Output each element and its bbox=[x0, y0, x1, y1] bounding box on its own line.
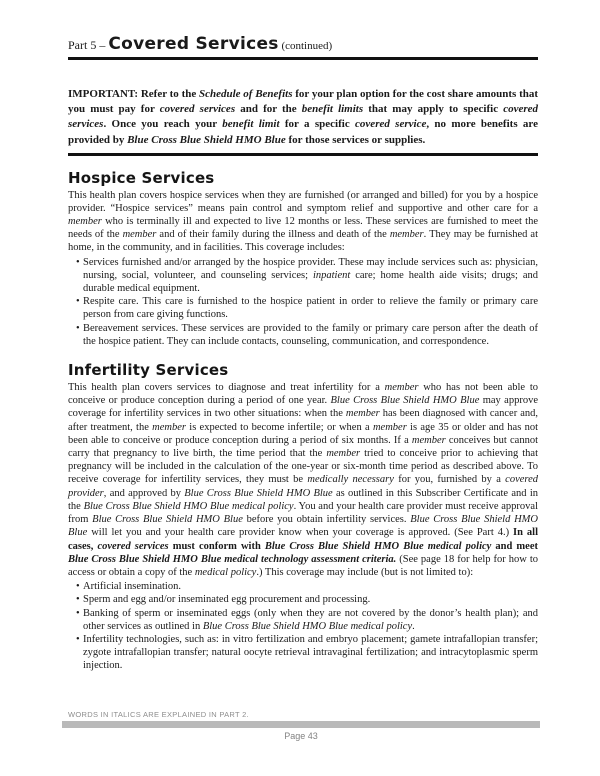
page-header bbox=[68, 34, 538, 54]
list-item bbox=[68, 322, 538, 348]
section-hospice-services bbox=[68, 169, 538, 348]
footer-bar bbox=[62, 721, 540, 728]
list-item bbox=[68, 593, 538, 606]
bullet-text: Banking of sperm or inseminated eggs (only when they are not covered by the donor’s health plan); and other services as outlined in Blue Cross Blue Shield HMO Blue medical policy. bbox=[83, 607, 538, 632]
bullet-text: Artificial insemination. bbox=[83, 581, 181, 593]
bullet-list bbox=[68, 580, 538, 672]
list-item bbox=[68, 633, 538, 673]
bullet-icon: • bbox=[76, 607, 80, 619]
notice-divider bbox=[68, 153, 538, 156]
bullet-icon: • bbox=[76, 594, 80, 606]
bullet-text: Services furnished and/or arranged by the hospice provider. These may include services such as: physician, nursing, social, volunteer, and counseling services; inpatient care; home health aide visits; drugs; and durable medical equipment. bbox=[83, 256, 539, 295]
bullet-text: Bereavement services. These services are provided to the family or primary care person after the death of the hospice patient. They can include contacts, counseling, communication, and correspondence. bbox=[83, 322, 538, 347]
important-notice: IMPORTANT: Refer to the Schedule of Benefits for your plan option for the cost share amounts that you must pay for covered services and for the benefit limits that may apply to specific covered services. Once you reach your benefit limit for a specific covered service, no more benefits are provided by Blue Cross Blue Shield HMO Blue for those services or supplies. bbox=[68, 87, 539, 146]
bullet-icon: • bbox=[76, 633, 80, 645]
footer-note: WORDS IN ITALICS ARE EXPLAINED IN PART 2. bbox=[68, 710, 249, 719]
bullet-icon: • bbox=[76, 256, 80, 268]
list-item bbox=[68, 295, 538, 321]
section-intro: This health plan covers hospice services when they are furnished (or arranged and billed) for you by a hospice provider. “Hospice services” means pain control and symptom relief and supportive and other care for a member who is terminally ill and expected to live 12 months or less. These services are furnished to meet the needs of the member and of their family during the illness and death of the member. They may be furnished at home, in the community, and in facilities. This coverage includes: bbox=[68, 189, 539, 254]
section-intro: This health plan covers services to diagnose and treat infertility for a member who has not been able to conceive or produce conception during a period of one year. Blue Cross Blue Shield HMO Blue may approve coverage for infertility services in two other situations: when the member has been diagnosed with cancer and, after treatment, the member is expected to become infertile; or when a member is age 35 or older and has not been able to conceive or produce conception during a period of six months. If a member conceives but cannot carry that pregnancy to live birth, the time period that the member tried to conceive prior to achieving that pregnancy will be included in the calculation of the one-year or six-month time period as described above. To receive coverage for infertility services, they must be medically necessary for you, furnished by a covered provider, and approved by Blue Cross Blue Shield HMO Blue as outlined in this Subscriber Certificate and in the Blue Cross Blue Shield HMO Blue medical policy. You and your health care provider must receive approval from Blue Cross Blue Shield HMO Blue before you obtain infertility services. Blue Cross Blue Shield HMO Blue will let you and your health care provider know when your coverage is approved. (See Part 4.) In all cases, covered services must conform with Blue Cross Blue Shield HMO Blue medical policy and meet Blue Cross Blue Shield HMO Blue medical technology assessment criteria. (See page 18 for help for how to access or obtain a copy of the medical policy.) This coverage may include (but is not limited to): bbox=[68, 382, 539, 578]
part-label: Part 5 – bbox=[68, 38, 109, 52]
bullet-list bbox=[68, 256, 538, 348]
list-item bbox=[68, 256, 538, 296]
header-divider bbox=[68, 57, 538, 60]
bullet-icon: • bbox=[76, 296, 80, 308]
page-footer bbox=[62, 710, 540, 741]
bullet-icon: • bbox=[76, 581, 80, 593]
page-title: Covered Services bbox=[108, 34, 279, 54]
section-heading: Hospice Services bbox=[68, 168, 215, 187]
bullet-text: Respite care. This care is furnished to the hospice patient in order to relieve the family or primary care person from care giving functions. bbox=[83, 296, 538, 321]
list-item bbox=[68, 607, 538, 633]
list-item bbox=[68, 580, 538, 593]
section-infertility-services bbox=[68, 361, 538, 672]
page-number: Page 43 bbox=[284, 731, 318, 741]
bullet-text: Sperm and egg and/or inseminated egg procurement and processing. bbox=[83, 594, 371, 606]
continued-label: (continued) bbox=[278, 40, 333, 52]
bullet-icon: • bbox=[76, 322, 80, 334]
section-heading: Infertility Services bbox=[68, 361, 229, 380]
bullet-text: Infertility technologies, such as: in vitro fertilization and embryo placement; gamete intrafallopian transfer; zygote intrafallopian transfer; natural oocyte retrieval intravaginal fertilization; and intracytoplasmic sperm injection. bbox=[83, 633, 538, 672]
